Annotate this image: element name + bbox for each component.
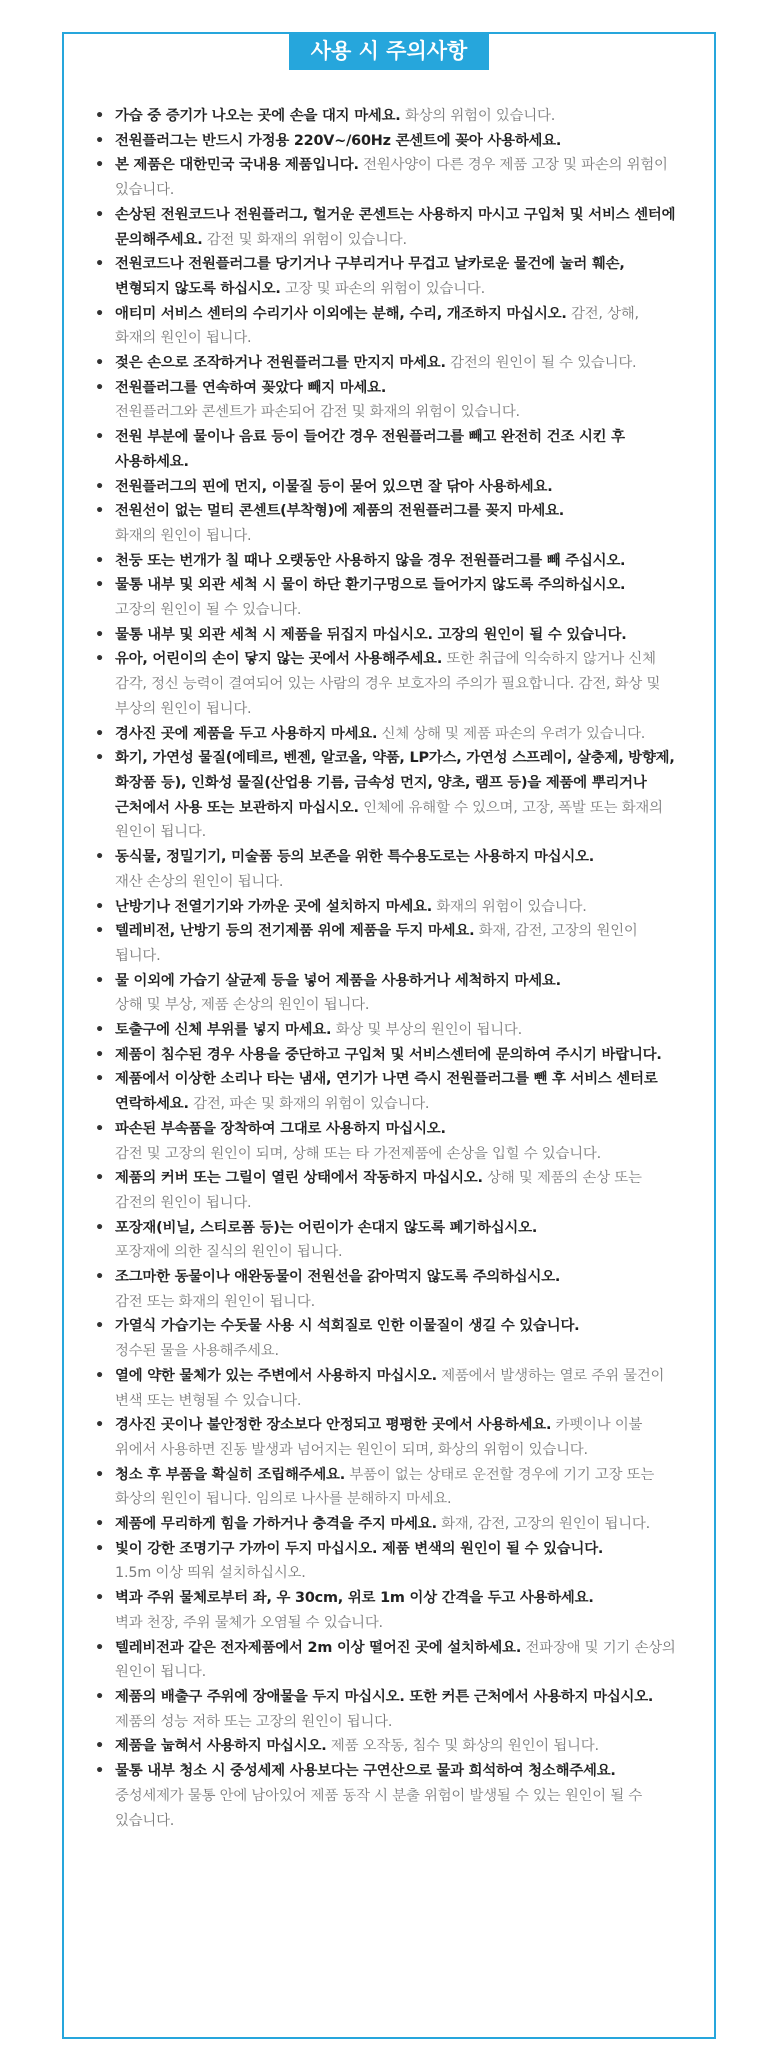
caution-text: 경사진 곳에 제품을 두고 사용하지 마세요. xyxy=(115,725,378,742)
bullet-icon: • xyxy=(95,355,104,372)
caution-text: 유아, 어린이의 손이 닿지 않는 곳에서 사용해주세요. xyxy=(115,651,443,668)
bullet-icon: • xyxy=(95,626,104,643)
caution-text: 전원플러그의 핀에 먼지, 이물질 등이 묻어 있으면 잘 닦아 사용하세요. xyxy=(115,478,553,495)
bullet-icon: • xyxy=(95,898,104,915)
caution-text: 애티미 서비스 센터의 수리기사 이외에는 분해, 수리, 개조하지 마십시오. xyxy=(115,305,567,322)
bullet-icon: • xyxy=(95,923,104,940)
bullet-icon: • xyxy=(95,256,104,273)
caution-text: 가습 중 증기가 나오는 곳에 손을 대지 마세요. xyxy=(115,108,401,124)
caution-note: 제품에서 발생하는 열로 주위 물건이 변색 또는 변형될 수 있습니다. xyxy=(115,1367,665,1409)
caution-text: 전원선이 없는 멀티 콘센트(부착형)에 제품의 전원플러그를 꽂지 마세요. xyxy=(115,503,565,520)
caution-note: 화재의 원인이 됩니다. xyxy=(115,527,252,544)
caution-item xyxy=(95,1043,678,1068)
caution-text: 제품에서 이상한 소리나 타는 냄새, 연기가 나면 즉시 전원플러그를 뺀 후 서비스 센터로 연락하세요. xyxy=(115,1071,658,1113)
caution-text: 제품의 배출구 주위에 장애물을 두지 마십시오. 또한 커튼 근처에서 사용하지 마십시오. xyxy=(115,1689,654,1705)
caution-item xyxy=(95,1512,678,1537)
caution-item xyxy=(95,252,678,301)
caution-text: 전원플러그는 반드시 가정용 220V~/60Hz 콘센트에 꽂아 사용하세요. xyxy=(115,132,562,149)
caution-text: 포장재(비닐, 스티로폼 등)는 어린이가 손대지 않도록 폐기하십시오. xyxy=(115,1219,538,1236)
caution-item xyxy=(95,1314,678,1363)
caution-note: 감전 또는 화재의 원인이 됩니다. xyxy=(115,1293,315,1310)
caution-note: 화상의 위험이 있습니다. xyxy=(400,108,556,124)
caution-item xyxy=(95,203,678,252)
caution-text: 제품에 무리하게 힘을 가하거나 충격을 주지 마세요. xyxy=(115,1516,437,1533)
bullet-icon: • xyxy=(95,429,104,446)
bullet-icon: • xyxy=(95,651,104,668)
caution-text: 빛이 강한 조명기구 가까이 두지 마십시오. 제품 변색의 원인이 될 수 있습니다. xyxy=(115,1540,604,1557)
bullet-icon: • xyxy=(95,725,104,742)
caution-note: 감전, 파손 및 화재의 위험이 있습니다. xyxy=(188,1096,430,1113)
caution-item xyxy=(95,623,678,648)
caution-item xyxy=(95,1685,678,1734)
bullet-icon: • xyxy=(95,157,104,174)
caution-note: 카펫이나 이불 위에서 사용하면 진동 발생과 넘어지는 원인이 되며, 화상의 위험이 있습니다. xyxy=(115,1417,643,1458)
bullet-icon: • xyxy=(95,1763,104,1780)
caution-note: 화상 및 부상의 원인이 됩니다. xyxy=(331,1022,522,1039)
bullet-icon: • xyxy=(95,1022,104,1039)
caution-text: 손상된 전원코드나 전원플러그, 헐거운 콘센트는 사용하지 마시고 구입처 및 서비스 센터에 문의해주세요. xyxy=(115,206,676,248)
caution-text: 물통 내부 및 외관 세척 시 물이 하단 환기구멍으로 들어가지 않도록 주의하십시오. xyxy=(115,577,626,594)
bullet-icon: • xyxy=(95,1367,104,1384)
caution-item xyxy=(95,1216,678,1265)
caution-text: 화기, 가연성 물질(에테르, 벤젠, 알코올, 약품, LP가스, 가연성 스프레이, 살충제, 방향제, 화장품 등), 인화성 물질(산업용 기름, 금속성 먼지, 양초, 램프 등)을 제품에 뿌리거나 근처에서 사용 또는 보관하지 마십시오. xyxy=(115,750,675,816)
caution-note: 또한 취급에 익숙하지 않거나 신체 감각, 정신 능력이 결여되어 있는 사람의 경우 보호자의 주의가 필요합니다. 감전, 화상 및 부상의 원인이 됩니다. xyxy=(115,651,661,717)
caution-note: 포장재에 의한 질식의 원인이 됩니다. xyxy=(115,1244,343,1261)
page-title: 사용 시 주의사항 xyxy=(289,32,490,70)
caution-item xyxy=(95,722,678,747)
caution-text: 전원코드나 전원플러그를 당기거나 구부리거나 무겁고 날카로운 물건에 눌러 훼손, 변형되지 않도록 하십시오. xyxy=(115,256,625,297)
caution-text: 천둥 또는 번개가 칠 때나 오랫동안 사용하지 않을 경우 전원플러그를 빼 주십시오. xyxy=(115,552,626,569)
caution-text: 제품을 눕혀서 사용하지 마십시오. xyxy=(115,1738,327,1755)
caution-item xyxy=(95,969,678,1018)
bullet-icon: • xyxy=(95,1120,104,1137)
caution-item xyxy=(95,1117,678,1166)
caution-text: 가열식 가습기는 수돗물 사용 시 석회질로 인한 이물질이 생길 수 있습니다. xyxy=(115,1318,580,1335)
caution-item xyxy=(95,129,678,154)
bullet-icon: • xyxy=(95,1071,104,1088)
caution-note: 화재, 감전, 고장의 원인이 됩니다. xyxy=(115,923,638,964)
caution-text: 전원플러그를 연속하여 꽂았다 빼지 마세요. xyxy=(115,379,387,396)
caution-note: 전원사양이 다른 경우 제품 고장 및 파손의 위험이 있습니다. xyxy=(115,157,668,199)
bullet-icon: • xyxy=(95,1516,104,1533)
caution-text: 물통 내부 및 외관 세척 시 제품을 뒤집지 마십시오. 고장의 원인이 될 수 있습니다. xyxy=(115,626,627,643)
caution-text: 벽과 주위 물체로부터 좌, 우 30cm, 위로 1m 이상 간격을 두고 사용하세요. xyxy=(115,1590,594,1607)
bullet-icon: • xyxy=(95,379,104,396)
bullet-icon: • xyxy=(95,1466,104,1483)
bullet-icon: • xyxy=(95,206,104,223)
bullet-icon: • xyxy=(95,1219,104,1236)
bullet-icon: • xyxy=(95,577,104,594)
caution-note: 감전 및 고장의 원인이 되며, 상해 또는 타 가전제품에 손상을 입힐 수 있습니다. xyxy=(115,1145,601,1162)
caution-text: 텔레비전과 같은 전자제품에서 2m 이상 떨어진 곳에 설치하세요. xyxy=(115,1639,522,1656)
caution-text: 열에 약한 물체가 있는 주변에서 사용하지 마십시오. xyxy=(115,1367,437,1384)
bullet-icon: • xyxy=(95,1417,104,1434)
bullet-icon: • xyxy=(95,972,104,989)
caution-item xyxy=(95,845,678,894)
caution-note: 고장 및 파손의 위험이 있습니다. xyxy=(280,280,485,297)
caution-item xyxy=(95,1265,678,1314)
bullet-icon: • xyxy=(95,1269,104,1286)
bullet-icon: • xyxy=(95,478,104,495)
caution-note: 벽과 천장, 주위 물체가 오염될 수 있습니다. xyxy=(115,1614,383,1631)
bullet-icon: • xyxy=(95,132,104,149)
caution-text: 난방기나 전열기기와 가까운 곳에 설치하지 마세요. xyxy=(115,898,433,915)
caution-item xyxy=(95,647,678,721)
bullet-icon: • xyxy=(95,1170,104,1187)
bullet-icon: • xyxy=(95,750,104,767)
caution-note: 전원플러그와 콘센트가 파손되어 감전 및 화재의 위험이 있습니다. xyxy=(115,404,520,421)
caution-text: 청소 후 부품을 확실히 조립해주세요. xyxy=(115,1466,346,1483)
caution-note: 전파장애 및 기기 손상의 원인이 됩니다. xyxy=(115,1639,676,1681)
caution-text: 토출구에 신체 부위를 넣지 마세요. xyxy=(115,1022,332,1039)
caution-text: 젖은 손으로 조작하거나 전원플러그를 만지지 마세요. xyxy=(115,355,446,372)
caution-item xyxy=(95,153,678,202)
caution-list xyxy=(64,104,714,1833)
caution-item xyxy=(95,302,678,351)
bullet-icon: • xyxy=(95,1046,104,1063)
caution-note: 정수된 물을 사용해주세요. xyxy=(115,1343,279,1360)
caution-item xyxy=(95,1067,678,1116)
caution-item xyxy=(95,573,678,622)
caution-text: 제품의 커버 또는 그릴이 열린 상태에서 작동하지 마십시오. xyxy=(115,1170,483,1187)
caution-item xyxy=(95,1537,678,1586)
caution-item xyxy=(95,475,678,500)
caution-item xyxy=(95,351,678,376)
caution-item xyxy=(95,376,678,425)
bullet-icon: • xyxy=(95,1639,104,1656)
caution-note: 상해 및 제품의 손상 또는 감전의 원인이 됩니다. xyxy=(115,1170,642,1211)
caution-item xyxy=(95,1166,678,1215)
bullet-icon: • xyxy=(95,1590,104,1607)
caution-text: 본 제품은 대한민국 국내용 제품입니다. xyxy=(115,157,359,174)
caution-item xyxy=(95,1586,678,1635)
caution-item xyxy=(95,1734,678,1759)
caution-text: 텔레비전, 난방기 등의 전기제품 위에 제품을 두지 마세요. xyxy=(115,923,475,940)
bullet-icon: • xyxy=(95,1318,104,1335)
bullet-icon: • xyxy=(95,849,104,866)
caution-text: 물 이외에 가습기 살균제 등을 넣어 제품을 사용하거나 세척하지 마세요. xyxy=(115,972,561,989)
caution-note: 감전의 원인이 될 수 있습니다. xyxy=(445,355,637,372)
caution-note: 감전, 상해, 화재의 원인이 됩니다. xyxy=(115,305,639,347)
caution-item xyxy=(95,919,678,968)
caution-note: 인체에 유해할 수 있으며, 고장, 폭발 또는 화재의 원인이 됩니다. xyxy=(115,799,663,841)
bullet-icon: • xyxy=(95,1689,104,1705)
bullet-icon: • xyxy=(95,108,104,124)
caution-note: 신체 상해 및 제품 파손의 우려가 있습니다. xyxy=(377,725,646,742)
caution-item xyxy=(95,104,678,129)
caution-note: 1.5m 이상 띄워 설치하십시오. xyxy=(115,1565,306,1582)
caution-item xyxy=(95,1364,678,1413)
caution-text: 파손된 부속품을 장착하여 그대로 사용하지 마십시오. xyxy=(115,1120,446,1137)
caution-note: 상해 및 부상, 제품 손상의 원인이 됩니다. xyxy=(115,997,370,1014)
caution-note: 제품의 성능 저하 또는 고장의 원인이 됩니다. xyxy=(115,1713,393,1730)
bullet-icon: • xyxy=(95,1738,104,1755)
caution-note: 부품이 없는 상태로 운전할 경우에 기기 고장 또는 화상의 원인이 됩니다. 임의로 나사를 분해하지 마세요. xyxy=(115,1466,655,1508)
caution-item xyxy=(95,549,678,574)
caution-note: 감전 및 화재의 위험이 있습니다. xyxy=(202,231,407,248)
bullet-icon: • xyxy=(95,1540,104,1557)
caution-note: 화재, 감전, 고장의 원인이 됩니다. xyxy=(436,1516,650,1533)
bullet-icon: • xyxy=(95,503,104,520)
title-wrap xyxy=(64,34,714,70)
caution-item xyxy=(95,499,678,548)
caution-text: 경사진 곳이나 불안정한 장소보다 안정되고 평평한 곳에서 사용하세요. xyxy=(115,1417,552,1434)
bullet-icon: • xyxy=(95,305,104,322)
caution-text: 물통 내부 청소 시 중성세제 사용보다는 구연산으로 물과 희석하여 청소해주세요. xyxy=(115,1763,616,1780)
caution-item xyxy=(95,1413,678,1462)
caution-item xyxy=(95,1636,678,1685)
caution-panel xyxy=(62,32,716,2039)
caution-text: 제품이 침수된 경우 사용을 중단하고 구입처 및 서비스센터에 문의하여 주시기 바랍니다. xyxy=(115,1046,662,1063)
caution-item xyxy=(95,1018,678,1043)
caution-text: 조그마한 동물이나 애완동물이 전원선을 갉아먹지 않도록 주의하십시오. xyxy=(115,1269,561,1286)
caution-item xyxy=(95,895,678,920)
caution-text: 동식물, 정밀기기, 미술품 등의 보존을 위한 특수용도로는 사용하지 마십시오. xyxy=(115,849,595,866)
bullet-icon: • xyxy=(95,552,104,569)
caution-text: 전원 부분에 물이나 음료 등이 들어간 경우 전원플러그를 빼고 완전히 건조 시킨 후 사용하세요. xyxy=(115,429,625,470)
caution-note: 재산 손상의 원인이 됩니다. xyxy=(115,873,284,890)
caution-note: 중성세제가 물통 안에 남아있어 제품 동작 시 분출 위험이 발생될 수 있는 원인이 될 수 있습니다. xyxy=(115,1787,643,1829)
caution-note: 고장의 원인이 될 수 있습니다. xyxy=(115,602,302,619)
caution-note: 제품 오작동, 침수 및 화상의 원인이 됩니다. xyxy=(326,1738,599,1755)
caution-item xyxy=(95,1759,678,1833)
caution-item xyxy=(95,425,678,474)
caution-item xyxy=(95,746,678,845)
caution-note: 화재의 위험이 있습니다. xyxy=(432,898,587,915)
caution-item xyxy=(95,1463,678,1512)
